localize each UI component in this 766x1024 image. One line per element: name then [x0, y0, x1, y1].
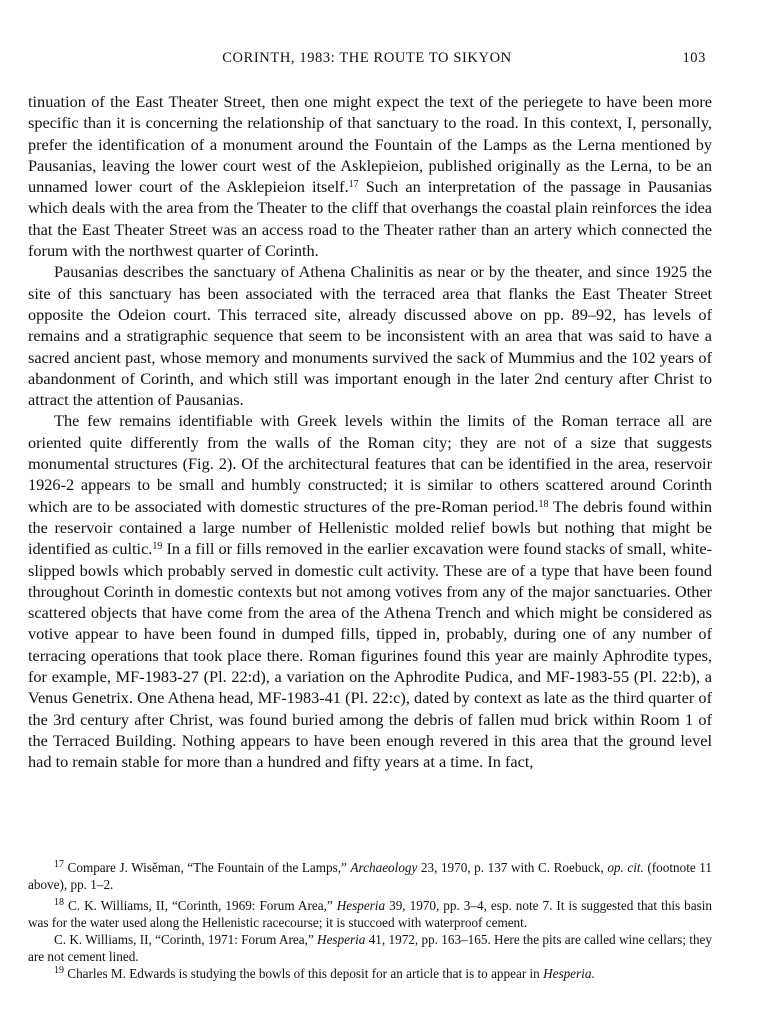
footnote-17-opcit: op. cit. [607, 860, 644, 875]
footnote-19-number: 19 [54, 965, 64, 976]
footnote-ref-18: 18 [538, 498, 549, 510]
footnote-19-text-a: Charles M. Edwards is studying the bowls of this deposit for an article that is to appear in [64, 966, 544, 981]
footnote-18-continued [28, 931, 712, 965]
paragraph-1 [28, 91, 712, 261]
footnote-19-text-b: . [591, 966, 595, 981]
main-text [28, 91, 712, 773]
footnote-18 [28, 897, 712, 931]
footnote-17-text-a: Compare J. Wisěman, “The Fountain of the Lamps,” [64, 860, 351, 875]
paragraph-2: Pausanias describes the sanctuary of Athena Chalinitis as near or by the theater, and since 1925 the site of this sanctuary has been associated with the terraced area that flanks the East Theater Street opposite the Odeion court. This terraced site, already discussed above on pp. 89–92, has levels of remains and a stratigraphic sequence that seem to be inconsistent with an area that was said to have a sacred ancient past, whose memory and monuments survived the sack of Mummius and the 102 years of abandonment of Corinth, and which still was important enough in the later 2nd century after Christ to attract the attention of Pausanias. [28, 262, 712, 410]
footnote-19 [28, 965, 712, 982]
paragraph-3 [28, 410, 712, 772]
footnote-ref-19: 19 [152, 541, 163, 553]
paragraph-1-tail: Such an interpretation of the passage in Pausanias which deals with the area from the Theater to the cliff that overhangs the coastal plain reinforces the idea that the East Theater Street was an access road to the Theater rather than an artery which connected the forum with the northwest quarter of Corinth. [28, 177, 713, 261]
running-title: CORINTH, 1983: THE ROUTE TO SIKYON [222, 50, 512, 66]
footnote-17-number: 17 [54, 859, 64, 870]
footnote-17-journal: Archaeology [350, 860, 418, 875]
paragraph-3-text-b: The debris found within the reservoir contained a large number of Hellenistic molded relief bowls but nothing that might be identified as cultic. [28, 496, 712, 559]
footnote-18c-text-b: 41, 1972, pp. 163–165. Here the pits are called wine cellars; they are not cement lined. [28, 932, 712, 964]
footnote-18-number: 18 [54, 897, 64, 908]
footnotes [28, 859, 712, 982]
footnote-19-journal: Hesperia [543, 966, 592, 981]
paragraph-3-text-c: In a fill or fills removed in the earlier excavation were found stacks of small, white-slipped bowls which probably served in domestic cult activity. These are of a type that have been found throughout Corinth in domestic contexts but not among votives from any of the major sanctuaries. Other scattered objects that have come from the area of the Athena Trench and which might be considered as votive appear to have been found in dumped fills, tipped in, probably, during one of any number of terracing operations that took place there. Roman figurines found this year are mainly Aphrodite types, for example, MF-1983-27 (Pl. 22:d), a variation on the Aphrodite Pudica, and MF-1983-55 (Pl. 22:b), a Venus Genetrix. One Athena head, MF-1983-41 (Pl. 22:c), dated by context as late as the third quarter of the 3rd century after Christ, was found buried among the debris of fallen mud brick within Room 1 of the Terraced Building. Nothing appears to have been enough revered in this area that the ground level had to remain stable for more than a hundred and fifty years at a time. In fact, [28, 539, 712, 772]
footnote-18-text-a: C. K. Williams, II, “Corinth, 1969: Forum Area,” [64, 898, 337, 913]
footnote-ref-17: 17 [348, 179, 359, 191]
footnote-18c-text-a: C. K. Williams, II, “Corinth, 1971: Forum Area,” [54, 932, 318, 947]
footnote-18-text-b: 39, 1970, pp. 3–4, esp. note 7. It is suggested that this basin was for the water used along the Hellenistic racecourse; it is stuccoed with waterproof cement. [28, 898, 712, 930]
page-number: 103 [682, 50, 706, 66]
footnote-18-journal: Hesperia [336, 898, 386, 913]
footnote-18c-journal: Hesperia [317, 932, 366, 947]
paragraph-1-text: tinuation of the East Theater Street, then one might expect the text of the periegete to have been more specific than it is concerning the relationship of that sanctuary to the road. In this context, I, personally, prefer the identification of a monument around the Fountain of the Lamps as the Lerna mentioned by Pausanias, leaving the lower court west of the Asklepieion, published originally as the Lerna, to be an unnamed lower court of the Asklepieion itself. [28, 92, 712, 197]
footnote-17 [28, 859, 712, 893]
paragraph-3-text-a: The few remains identifiable with Greek levels within the limits of the Roman terrace all are oriented quite differently from the walls of the Roman city; they are not of a size that suggests monumental structures (Fig. 2). Of the architectural features that can be identified in the area, reservoir 1926-2 appears to be small and humbly constructed; it is similar to others scattered around Corinth which are to be associated with domestic structures of the pre-Roman period. [28, 411, 712, 516]
footnote-17-text-c: (footnote 11 above), pp. 1–2. [28, 860, 712, 892]
running-header [28, 50, 706, 72]
footnote-17-text-b: 23, 1970, p. 137 with C. Roebuck, [417, 860, 608, 875]
